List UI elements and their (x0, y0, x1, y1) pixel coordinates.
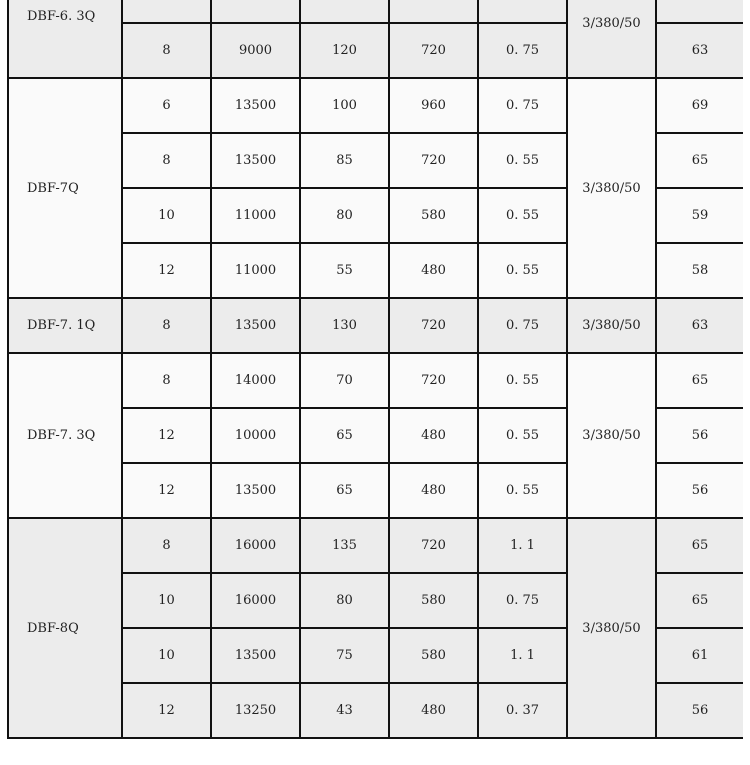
power-cell: 0. 55 (478, 353, 567, 408)
pressure-cell (300, 0, 389, 23)
poles-cell: 8 (122, 353, 211, 408)
spec-table-container (7, 0, 743, 765)
poles-cell: 10 (122, 188, 211, 243)
speed-cell: 720 (389, 298, 478, 353)
table-row (8, 0, 743, 23)
airflow-cell: 11000 (211, 243, 300, 298)
airflow-cell (211, 0, 300, 23)
pressure-cell: 43 (300, 683, 389, 738)
pressure-cell: 55 (300, 243, 389, 298)
speed-cell: 720 (389, 518, 478, 573)
power-cell: 0. 55 (478, 133, 567, 188)
noise-cell (656, 0, 743, 23)
airflow-cell: 9000 (211, 23, 300, 78)
power-cell: 0. 55 (478, 188, 567, 243)
noise-cell: 56 (656, 408, 743, 463)
airflow-cell: 16000 (211, 573, 300, 628)
airflow-cell: 16000 (211, 518, 300, 573)
table-row (8, 298, 743, 353)
power-cell: 0. 55 (478, 463, 567, 518)
table-row (8, 353, 743, 408)
speed-cell: 580 (389, 573, 478, 628)
model-cell: DBF-8Q (8, 518, 122, 738)
power-cell: 0. 55 (478, 408, 567, 463)
pressure-cell: 100 (300, 78, 389, 133)
power-cell (478, 0, 567, 23)
pressure-cell: 85 (300, 133, 389, 188)
model-cell: DBF-7. 1Q (8, 298, 122, 353)
voltage-cell: 3/380/50 (567, 78, 656, 298)
speed-cell: 480 (389, 463, 478, 518)
airflow-cell: 13500 (211, 78, 300, 133)
poles-cell: 8 (122, 133, 211, 188)
poles-cell: 12 (122, 243, 211, 298)
noise-cell: 63 (656, 23, 743, 78)
speed-cell: 480 (389, 683, 478, 738)
speed-cell: 580 (389, 188, 478, 243)
airflow-cell: 11000 (211, 188, 300, 243)
noise-cell: 59 (656, 188, 743, 243)
noise-cell: 65 (656, 353, 743, 408)
poles-cell: 10 (122, 573, 211, 628)
poles-cell: 12 (122, 408, 211, 463)
power-cell: 1. 1 (478, 518, 567, 573)
speed-cell (389, 0, 478, 23)
noise-cell: 65 (656, 133, 743, 188)
noise-cell: 56 (656, 463, 743, 518)
power-cell: 0. 37 (478, 683, 567, 738)
power-cell: 0. 75 (478, 23, 567, 78)
pressure-cell: 80 (300, 573, 389, 628)
model-cell: DBF-7Q (8, 78, 122, 298)
speed-cell: 720 (389, 353, 478, 408)
poles-cell: 8 (122, 518, 211, 573)
noise-cell: 63 (656, 298, 743, 353)
airflow-cell: 13500 (211, 298, 300, 353)
pressure-cell: 135 (300, 518, 389, 573)
noise-cell: 58 (656, 243, 743, 298)
pressure-cell: 130 (300, 298, 389, 353)
table-row (8, 78, 743, 133)
noise-cell: 65 (656, 518, 743, 573)
pressure-cell: 75 (300, 628, 389, 683)
noise-cell: 56 (656, 683, 743, 738)
power-cell: 0. 55 (478, 243, 567, 298)
speed-cell: 960 (389, 78, 478, 133)
airflow-cell: 13500 (211, 133, 300, 188)
airflow-cell: 13500 (211, 628, 300, 683)
poles-cell: 8 (122, 298, 211, 353)
pressure-cell: 65 (300, 408, 389, 463)
poles-cell: 12 (122, 683, 211, 738)
airflow-cell: 10000 (211, 408, 300, 463)
voltage-cell: 3/380/50 (567, 518, 656, 738)
voltage-cell: 3/380/50 (567, 298, 656, 353)
speed-cell: 480 (389, 243, 478, 298)
noise-cell: 61 (656, 628, 743, 683)
noise-cell: 65 (656, 573, 743, 628)
speed-cell: 720 (389, 133, 478, 188)
poles-cell: 8 (122, 23, 211, 78)
power-cell: 1. 1 (478, 628, 567, 683)
speed-cell: 480 (389, 408, 478, 463)
airflow-cell: 13500 (211, 463, 300, 518)
poles-cell: 10 (122, 628, 211, 683)
power-cell: 0. 75 (478, 298, 567, 353)
noise-cell: 69 (656, 78, 743, 133)
poles-cell (122, 0, 211, 23)
pressure-cell: 70 (300, 353, 389, 408)
speed-cell: 580 (389, 628, 478, 683)
pressure-cell: 65 (300, 463, 389, 518)
poles-cell: 12 (122, 463, 211, 518)
voltage-cell: 3/380/50 (567, 353, 656, 518)
model-cell: DBF-6. 3Q (8, 0, 122, 78)
model-cell: DBF-7. 3Q (8, 353, 122, 518)
airflow-cell: 13250 (211, 683, 300, 738)
table-row (8, 518, 743, 573)
pressure-cell: 120 (300, 23, 389, 78)
power-cell: 0. 75 (478, 573, 567, 628)
power-cell: 0. 75 (478, 78, 567, 133)
airflow-cell: 14000 (211, 353, 300, 408)
poles-cell: 6 (122, 78, 211, 133)
spec-table (7, 0, 743, 739)
pressure-cell: 80 (300, 188, 389, 243)
speed-cell: 720 (389, 23, 478, 78)
voltage-cell: 3/380/50 (567, 0, 656, 78)
